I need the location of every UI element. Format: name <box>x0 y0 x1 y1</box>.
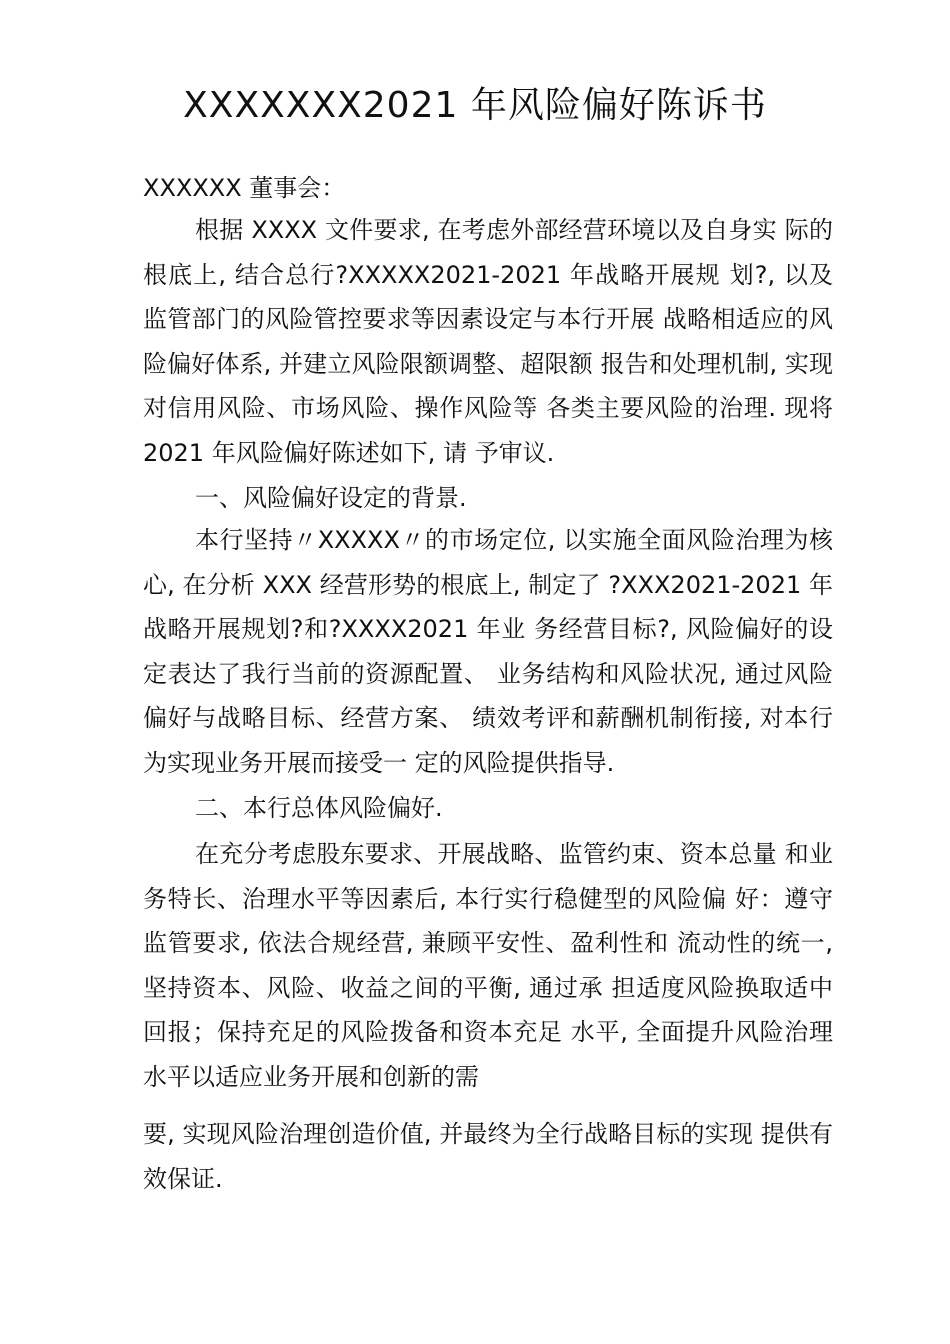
section-heading-background: 一、风险偏好设定的背景. <box>195 484 467 512</box>
section-heading-overall-preference: 二、本行总体风险偏好. <box>195 794 443 822</box>
paragraph-background: 本行坚持〃XXXXX〃的市场定位, 以实施全面风险治理为核心, 在分析 XXX 经营形势的根底上, 制定了 ?XXX2021-2021 年战略开展规划?和?XXXX2021 年业 务经营目标?, 风险偏好的设定表达了我行当前的资源配置、 业务结构和风险状况, 通过风险偏好与战略目标、经营方案、 绩效考评和薪酬机制衔接, 对本行为实现业务开展而接受一 定的风险提供指导. <box>143 526 833 777</box>
paragraph-continuation: 要, 实现风险治理创造价值, 并最终为全行战略目标的实现 提供有效保证. <box>143 1120 833 1193</box>
paragraph-intro: 根据 XXXX 文件要求, 在考虑外部经营环境以及自身实 际的根底上, 结合总行?XXXXX2021-2021 年战略开展规 划?, 以及监管部门的风险管控要求等因素设定与本行开展 战略相适应的风险偏好体系, 并建立风险限额调整、超限额 报告和处理机制, 实现对信用风险、市场风险、操作风险等 各类主要风险的治理. 现将 2021 年风险偏好陈述如下, 请 予审议. <box>143 216 833 467</box>
paragraph-overall-preference: 在充分考虑股东要求、开展战略、监管约束、资本总量 和业务特长、治理水平等因素后, 本行实行稳健型的风险偏 好：遵守监管要求, 依法合规经营, 兼顾平安性、盈利性和 流动性的统一, 坚持资本、风险、收益之间的平衡, 通过承 担适度风险换取适中回报；保持充足的风险拨备和资本充足 水平, 全面提升风险治理水平以适应业务开展和创新的需 <box>143 840 833 1091</box>
salutation: XXXXXX 董事会： <box>143 174 346 202</box>
document-title: XXXXXXX2021 年风险偏好陈诉书 <box>183 85 767 126</box>
